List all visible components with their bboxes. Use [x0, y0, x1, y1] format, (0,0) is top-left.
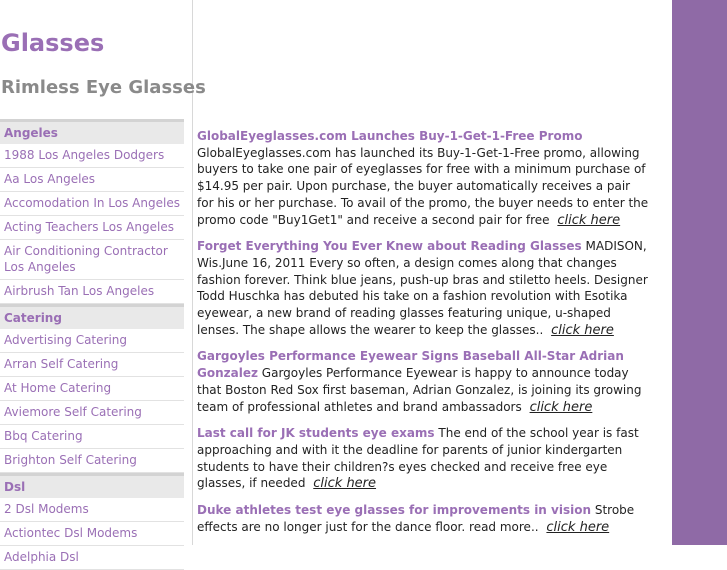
click-here-link[interactable]: click here — [557, 212, 621, 228]
sidebar-link[interactable]: Air Conditioning Contractor Los Angeles — [0, 240, 184, 280]
article-body: MADISON, Wis.June 16, 2011 Every so often, a design comes along that changes fashion forever. Think blue jeans, push-up bras and stiletto heels. Designer Todd Huschka has debuted his take on a fashion revolution with Esotika eyewear, a new brand of reading glasses featuring unique, u-shaped lenses. The shape allows the wearer to keep the glasses.. — [197, 239, 648, 337]
sidebar-link[interactable]: Aviemore Self Catering — [0, 401, 184, 425]
sidebar — [0, 119, 184, 570]
article-body: GlobalEyeglasses.com has launched its Buy-1-Get-1-Free promo, allowing buyers to take one pair of eyeglasses for free with a minimum purchase of $14.95 per pair. Upon purchase, the buyer automatically receives a pair for his or her purchase. To avail of the promo, the buyer needs to enter the promo code "Buy1Get1" and receive a second pair for free — [197, 145, 649, 227]
sidebar-link[interactable]: Arran Self Catering — [0, 353, 184, 377]
sidebar-link[interactable]: Aa Los Angeles — [0, 168, 184, 192]
article — [197, 128, 649, 229]
article-body: Strobe effects are no longer just for the dance floor. read more.. — [197, 503, 635, 534]
sidebar-link[interactable]: Airbrush Tan Los Angeles — [0, 280, 184, 304]
article — [197, 348, 649, 416]
sidebar-link[interactable]: Actiontec Dsl Modems — [0, 522, 184, 546]
sidebar-link[interactable]: 2 Dsl Modems — [0, 498, 184, 522]
article — [197, 425, 649, 493]
article-list — [197, 128, 649, 545]
article — [197, 502, 649, 536]
click-here-link[interactable]: click here — [313, 476, 377, 492]
right-decor-bar — [672, 0, 727, 545]
article-body: The end of the school year is fast approaching and with it the deadline for parents of junior kindergarten students to have their children?s eyes checked and receive free eye glasses, if needed — [197, 426, 639, 491]
article — [197, 238, 649, 339]
sidebar-link[interactable]: Adelphia Dsl — [0, 546, 184, 570]
site-subtitle: Rimless Eye Glasses — [1, 77, 206, 98]
article-title-link[interactable]: Duke athletes test eye glasses for improvements in vision — [197, 503, 592, 518]
sidebar-link[interactable]: 1988 Los Angeles Dodgers — [0, 144, 184, 168]
article-title-link[interactable]: Forget Everything You Ever Knew about Reading Glasses — [197, 239, 582, 254]
sidebar-link[interactable]: At Home Catering — [0, 377, 184, 401]
article-title-link[interactable]: Gargoyles Performance Eyewear Signs Baseball All-Star Adrian Gonzalez — [197, 349, 624, 381]
article-title-link[interactable]: Last call for JK students eye exams — [197, 426, 435, 441]
click-here-link[interactable]: click here — [529, 399, 593, 415]
click-here-link[interactable]: click here — [546, 519, 610, 535]
sidebar-link[interactable]: Advertising Catering — [0, 329, 184, 353]
sidebar-link[interactable]: Brighton Self Catering — [0, 449, 184, 473]
article-title-link[interactable]: GlobalEyeglasses.com Launches Buy-1-Get-1-Free Promo — [197, 129, 583, 143]
site-title: Glasses — [1, 29, 105, 57]
sidebar-heading-dsl: Dsl — [0, 473, 184, 498]
sidebar-heading-angeles: Angeles — [0, 119, 184, 144]
click-here-link[interactable]: click here — [551, 322, 614, 338]
article-body: Gargoyles Performance Eyewear is happy to announce today that Boston Red Sox first baseman, Adrian Gonzalez, is joining its growing team of professional athletes and brand ambassadors — [197, 366, 642, 414]
sidebar-link[interactable]: Acting Teachers Los Angeles — [0, 216, 184, 240]
sidebar-heading-catering: Catering — [0, 304, 184, 329]
sidebar-link[interactable]: Accomodation In Los Angeles — [0, 192, 184, 216]
sidebar-link[interactable]: Bbq Catering — [0, 425, 184, 449]
